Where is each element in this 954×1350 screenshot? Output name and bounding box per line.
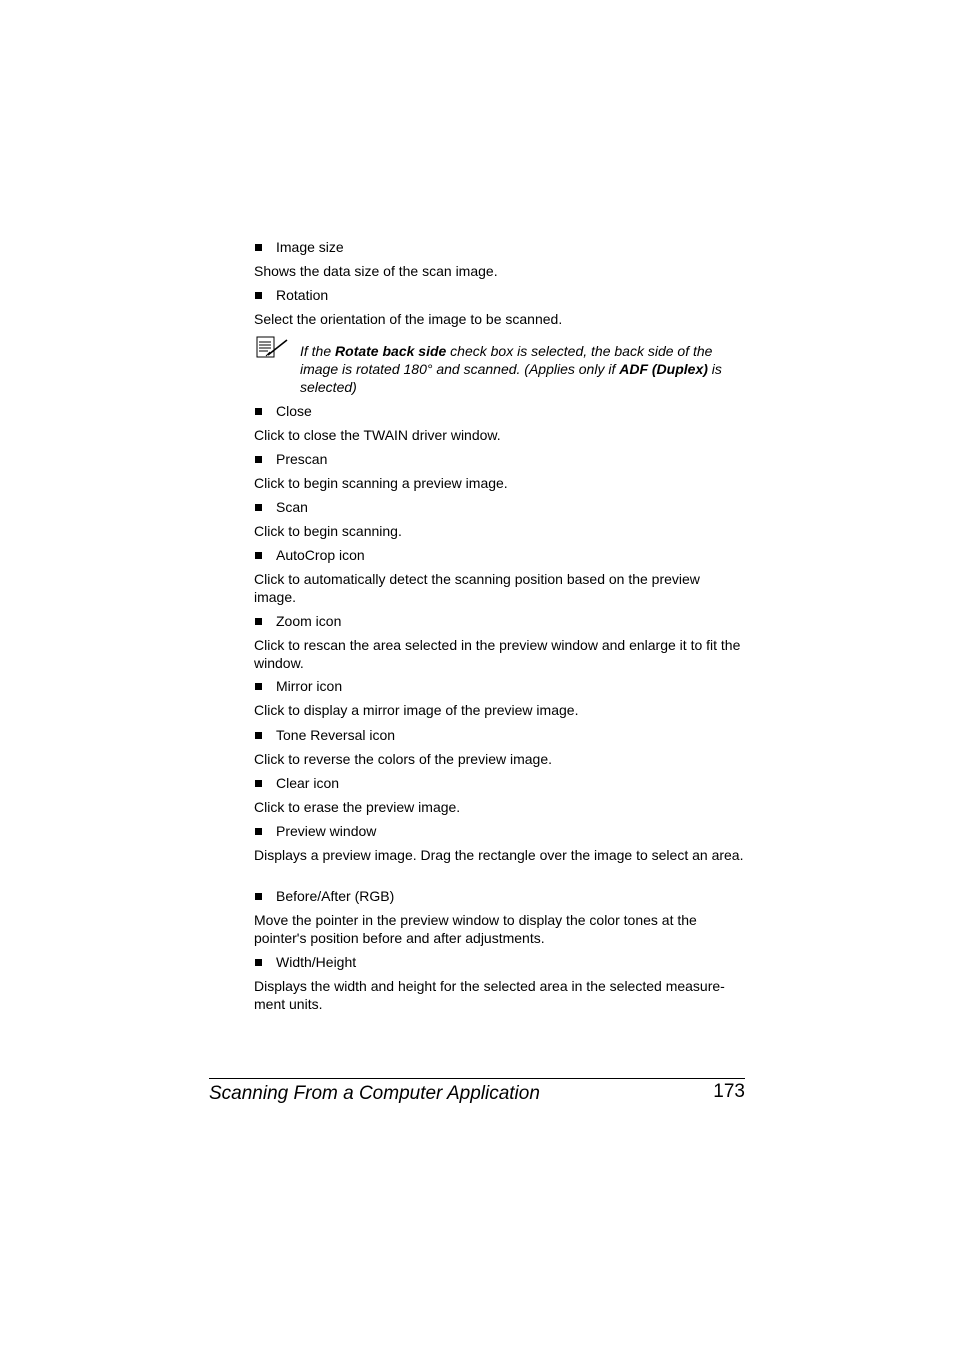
bullet-square-icon (255, 552, 262, 559)
item-label: Width/Height (276, 954, 357, 970)
note-pencil-icon (254, 336, 290, 360)
bullet-square-icon (255, 504, 262, 511)
footer-rule (209, 1078, 745, 1079)
item-label: Prescan (276, 451, 328, 467)
bullet-item (254, 822, 744, 840)
item-description: Displays the width and height for the selected area in the selected measure-ment units. (254, 978, 725, 1012)
item-description: Click to automatically detect the scanning position based on the preview image. (254, 571, 700, 605)
bullet-square-icon (255, 618, 262, 625)
bullet-square-icon (255, 408, 262, 415)
bullet-item (254, 774, 744, 792)
bullet-item (254, 450, 744, 468)
item-label: Close (276, 403, 312, 419)
bullet-square-icon (255, 456, 262, 463)
bullet-item (254, 238, 744, 256)
bullet-item (254, 726, 744, 744)
bullet-square-icon (255, 292, 262, 299)
bullet-square-icon (255, 959, 262, 966)
item-description: Click to begin scanning. (254, 523, 402, 539)
item-description: Click to rescan the area selected in the preview window and enlarge it to fit the window. (254, 637, 741, 671)
item-description: Click to begin scanning a preview image. (254, 475, 508, 491)
item-label: Before/After (RGB) (276, 888, 395, 904)
bullet-item (254, 546, 744, 564)
note-text: If the Rotate back side check box is selected, the back side of the image is rotated 180° and scanned. (Applies only if ADF (Duplex) is selected) (300, 343, 722, 395)
item-label: Preview window (276, 823, 377, 839)
footer-title: Scanning From a Computer Application (209, 1083, 540, 1104)
item-label: Image size (276, 239, 344, 255)
item-description: Select the orientation of the image to be scanned. (254, 311, 563, 327)
item-label: AutoCrop icon (276, 547, 365, 563)
bullet-square-icon (255, 732, 262, 739)
note-bold-option: ADF (Duplex) (619, 361, 708, 377)
item-label: Rotation (276, 287, 329, 303)
bullet-square-icon (255, 893, 262, 900)
item-description: Move the pointer in the preview window to display the color tones at the pointer's position before and after adjustments. (254, 912, 697, 946)
bullet-item (254, 286, 744, 304)
bullet-item (254, 612, 744, 630)
item-label: Mirror icon (276, 678, 343, 694)
bullet-item (254, 402, 744, 420)
bullet-square-icon (255, 244, 262, 251)
bullet-item (254, 887, 744, 905)
bullet-item (254, 953, 744, 971)
item-description: Click to display a mirror image of the preview image. (254, 702, 579, 718)
bullet-square-icon (255, 780, 262, 787)
item-description: Shows the data size of the scan image. (254, 263, 498, 279)
item-description: Click to close the TWAIN driver window. (254, 427, 501, 443)
note-bold-option: Rotate back side (335, 343, 447, 359)
bullet-item (254, 677, 744, 695)
bullet-square-icon (255, 683, 262, 690)
bullet-square-icon (255, 828, 262, 835)
item-label: Zoom icon (276, 613, 342, 629)
item-description: Displays a preview image. Drag the rectangle over the image to select an area. (254, 847, 744, 863)
bullet-item (254, 498, 744, 516)
item-label: Scan (276, 499, 308, 515)
item-label: Tone Reversal icon (276, 727, 396, 743)
page-number: 173 (713, 1081, 745, 1102)
item-description: Click to erase the preview image. (254, 799, 461, 815)
item-description: Click to reverse the colors of the preview image. (254, 751, 553, 767)
item-label: Clear icon (276, 775, 340, 791)
